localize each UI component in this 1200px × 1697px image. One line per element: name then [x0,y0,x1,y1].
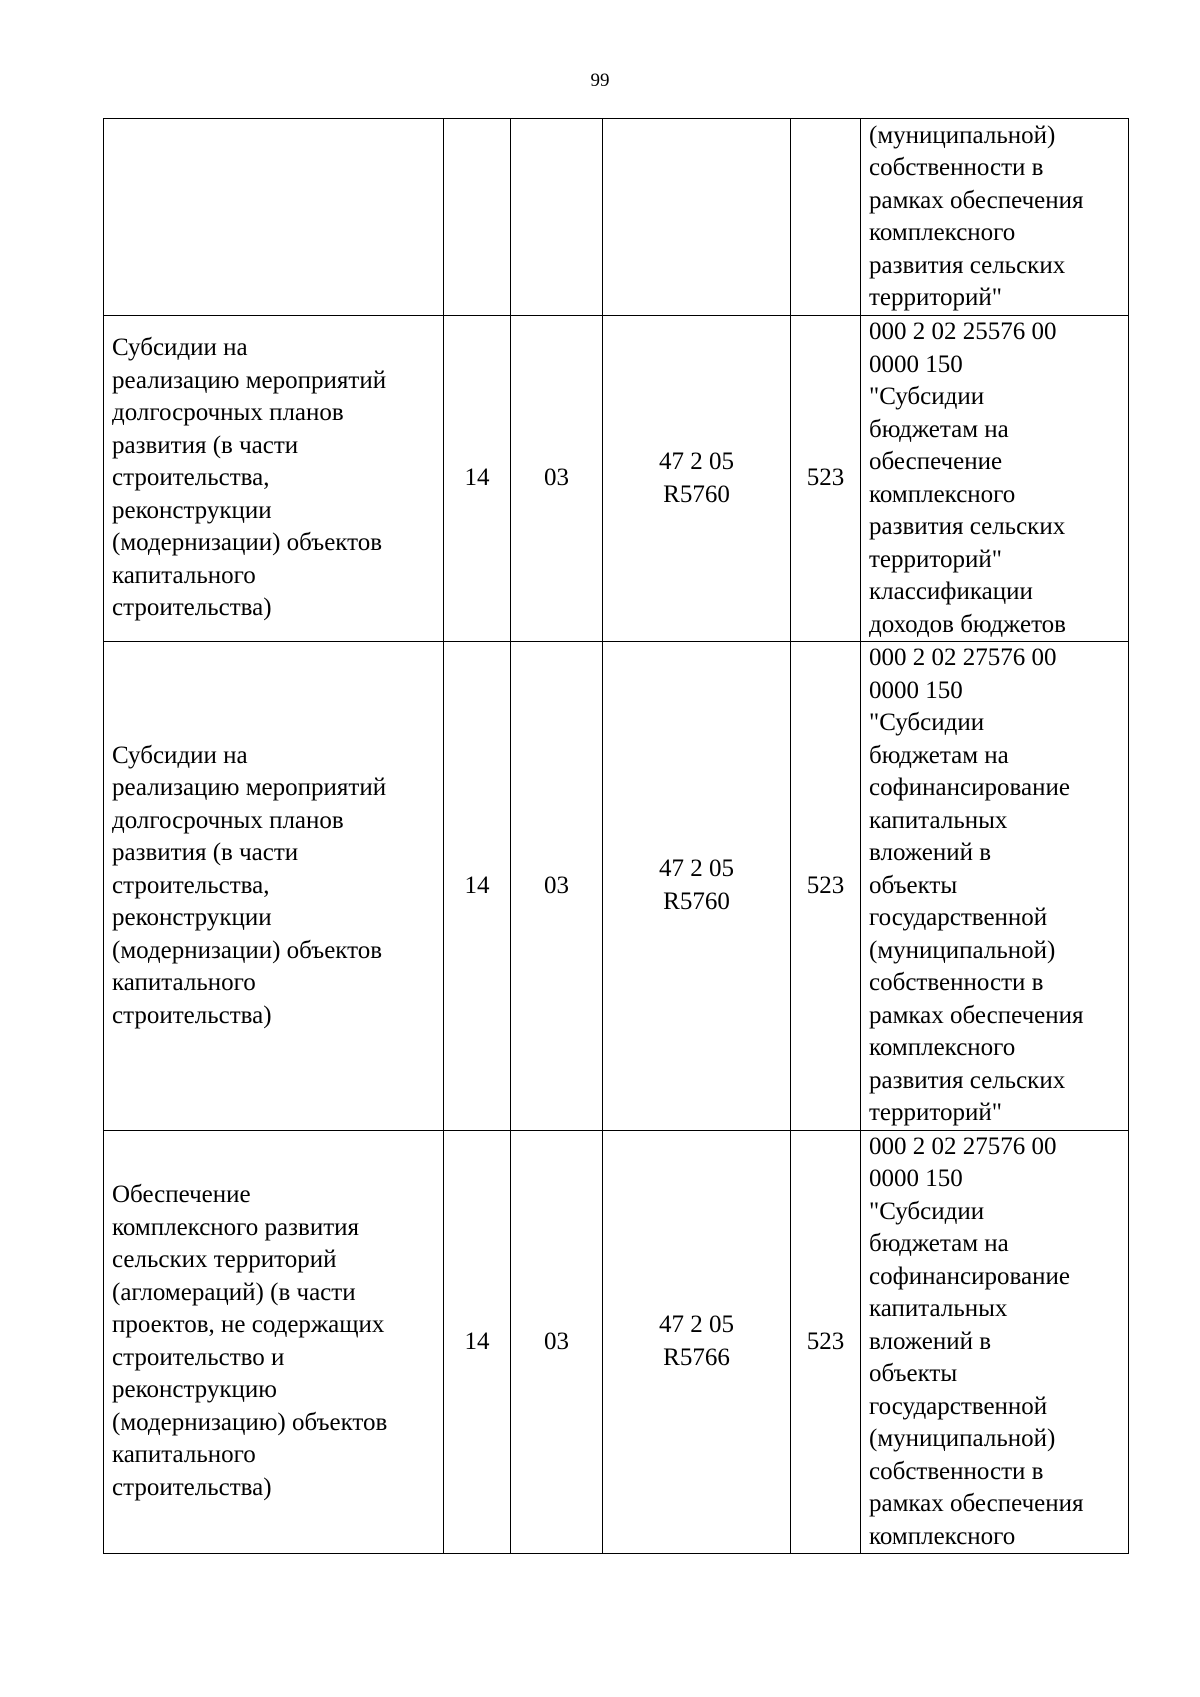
expense-name-cell-line: реконструкции [112,496,272,524]
expense-name-cell-line: проектов, не содержащих [112,1311,385,1339]
revenue-code-description-cell-line: развития сельских [869,1066,1066,1094]
section-code-cell: 14 [444,316,511,642]
expense-name-cell-line: реконструкцию [112,1376,277,1404]
expense-name-cell-line: комплексного развития [112,1213,360,1241]
revenue-code-description-cell-line: "Субсидии [869,383,985,410]
target-article-cell-line: R5766 [663,1343,730,1371]
page-number: 99 [590,70,610,91]
expense-name-cell-line: реализацию мероприятий [112,366,387,394]
target-article-cell-line: 47 2 05 [659,855,734,883]
expense-name-cell-line: Субсидии на [112,741,248,769]
expense-name-cell-line: развития (в части [112,431,299,459]
revenue-code-description-cell-line: капитальных [869,806,1008,834]
expense-name-cell-line: развития (в части [112,839,299,866]
expense-name-cell-line: строительства) [112,1473,272,1501]
revenue-code-description-cell-line: государственной [869,904,1048,931]
table-row [104,642,1129,1131]
revenue-code-description-cell-line: комплексного [869,1522,1016,1550]
expense-name-cell-line: долгосрочных планов [112,399,344,427]
revenue-code-description-cell-line: 000 2 02 25576 00 [869,318,1057,345]
revenue-code-description-cell-line: вложений в [869,839,992,866]
revenue-code-description-cell-line: (муниципальной) [869,1425,1056,1452]
expense-name-cell-line: капитального [112,561,256,589]
revenue-code-description-cell-line: 0000 150 [869,676,963,704]
revenue-code-description-cell-line: софинансирование [869,774,1070,801]
expense-name-cell [104,1130,444,1554]
subsection-code-cell [511,119,603,316]
target-article-cell [603,316,791,642]
section-code-cell [444,119,511,316]
revenue-code-description-cell-line: классификации [869,578,1033,605]
revenue-code-description-cell-line: "Субсидии [869,709,985,736]
expense-name-cell-line: строительства, [112,464,270,492]
revenue-code-description-cell-line: комплексного [869,480,1016,508]
expense-name-cell-line: Обеспечение [112,1181,251,1209]
revenue-code-description-cell-line: собственности в [869,154,1044,181]
revenue-code-description-cell-line: 000 2 02 27576 00 [869,1132,1057,1160]
subsection-code-cell: 03 [511,642,603,1131]
table-row [104,119,1129,316]
revenue-code-description-cell-line: собственности в [869,1457,1044,1485]
revenue-code-description-cell-line: комплексного [869,219,1016,246]
revenue-code-description-cell-line: бюджетам на [869,1230,1009,1257]
table-row [104,1130,1129,1554]
table-body [104,119,1129,1554]
revenue-code-description-cell-line: 0000 150 [869,1165,963,1192]
expense-name-cell-line: долгосрочных планов [112,806,344,834]
section-code-cell: 14 [444,1130,511,1554]
expense-name-cell [104,119,444,316]
expense-name-cell-line: капитального [112,1441,256,1469]
target-article-cell-line: R5760 [663,480,730,508]
revenue-code-description-cell-line: рамках обеспечения [869,1490,1084,1517]
revenue-code-description-cell-line: (муниципальной) [869,121,1056,149]
revenue-code-description-cell-line: рамках обеспечения [869,1001,1084,1029]
revenue-code-description-cell [861,119,1129,316]
revenue-code-description-cell-line: бюджетам на [869,415,1009,443]
revenue-code-description-cell-line: "Субсидии [869,1197,985,1225]
expense-name-cell [104,316,444,642]
revenue-code-description-cell-line: рамках обеспечения [869,186,1084,214]
revenue-code-description-cell-line: государственной [869,1392,1048,1420]
expense-name-cell-line: (модернизации) объектов [112,936,383,964]
revenue-code-description-cell-line: территорий" [869,1099,1002,1126]
expense-name-cell-line: (модернизации) объектов [112,529,383,557]
budget-classification-table [103,118,1129,1554]
revenue-code-description-cell-line: капитальных [869,1295,1008,1322]
revenue-code-description-cell [861,1130,1129,1554]
expense-type-cell: 523 [791,1130,861,1554]
subsection-code-cell: 03 [511,1130,603,1554]
revenue-code-description-cell-line: собственности в [869,969,1044,996]
target-article-cell [603,1130,791,1554]
expense-name-cell-line: Субсидии на [112,334,248,362]
expense-name-cell-line: капитального [112,969,256,996]
revenue-code-description-cell-line: объекты [869,1360,958,1387]
expense-name-cell-line: строительства) [112,1001,272,1029]
section-code-cell: 14 [444,642,511,1131]
expense-name-cell-line: сельских территорий [112,1246,337,1274]
revenue-code-description-cell-line: бюджетам на [869,741,1009,769]
target-article-cell [603,642,791,1131]
revenue-code-description-cell-line: развития сельских [869,251,1066,279]
expense-name-cell-line: реализацию мероприятий [112,774,387,801]
revenue-code-description-cell-line: обеспечение [869,448,1003,475]
revenue-code-description-cell-line: вложений в [869,1327,992,1355]
expense-name-cell-line: (модернизацию) объектов [112,1408,388,1436]
revenue-code-description-cell-line: объекты [869,871,958,899]
expense-type-cell: 523 [791,316,861,642]
expense-name-cell-line: строительство и [112,1343,285,1371]
revenue-code-description-cell [861,642,1129,1131]
expense-type-cell: 523 [791,642,861,1131]
revenue-code-description-cell-line: территорий" [869,284,1002,311]
revenue-code-description-cell-line: 000 2 02 27576 00 [869,644,1057,671]
expense-name-cell-line: строительства) [112,594,272,622]
target-article-cell-line: 47 2 05 [659,448,734,475]
subsection-code-cell: 03 [511,316,603,642]
revenue-code-description-cell-line: территорий" [869,545,1002,573]
revenue-code-description-cell-line: 0000 150 [869,350,963,378]
revenue-code-description-cell-line: (муниципальной) [869,936,1056,964]
revenue-code-description-cell-line: комплексного [869,1034,1016,1061]
revenue-code-description-cell-line: софинансирование [869,1262,1070,1290]
revenue-code-description-cell [861,316,1129,642]
revenue-code-description-cell-line: развития сельских [869,513,1066,540]
target-article-cell [603,119,791,316]
expense-type-cell [791,119,861,316]
expense-name-cell [104,642,444,1131]
target-article-cell-line: R5760 [663,887,730,915]
revenue-code-description-cell-line: доходов бюджетов [869,610,1066,638]
target-article-cell-line: 47 2 05 [659,1311,734,1339]
expense-name-cell-line: реконструкции [112,904,272,931]
expense-name-cell-line: строительства, [112,871,270,899]
expense-name-cell-line: (агломераций) (в части [112,1278,356,1306]
table-row [104,316,1129,642]
